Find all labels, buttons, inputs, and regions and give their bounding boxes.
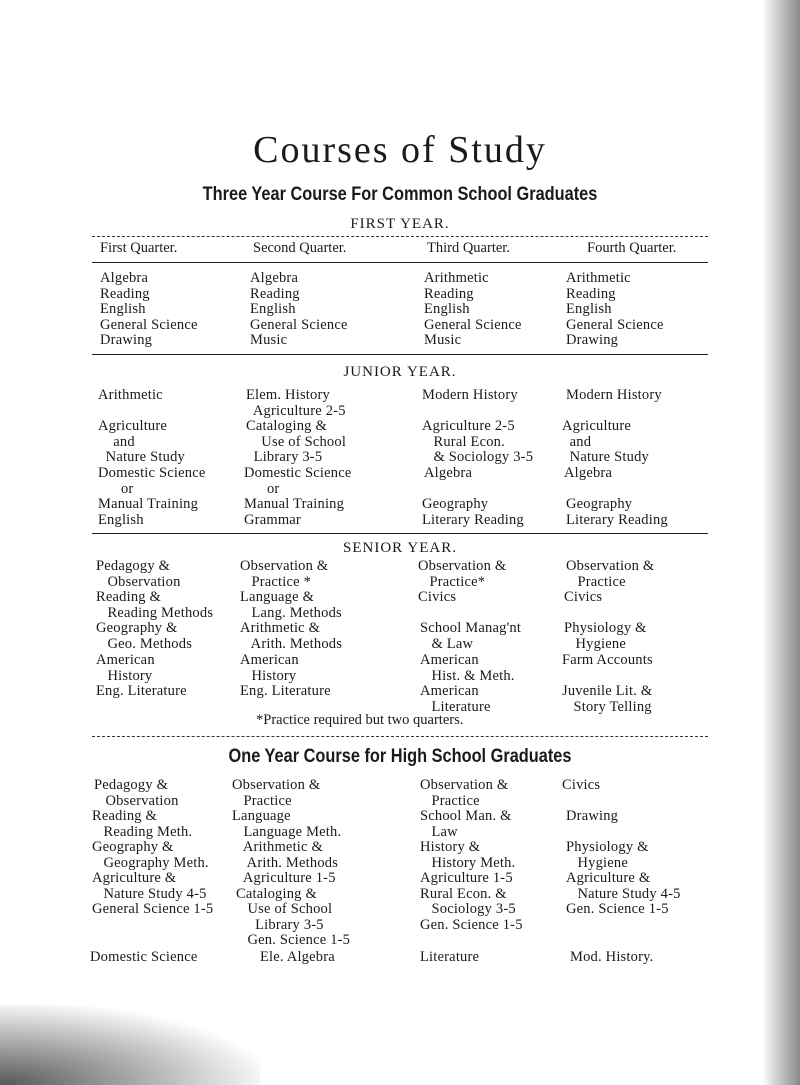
one-year-r4-q3: Agriculture 1-5 Rural Econ. & Sociology 3-5 Gen. Science 1-5 [420,870,523,933]
junior-r3-q3: Algebra [424,465,473,481]
one-year-r1-q3: Observation & Practice [420,777,509,809]
column-header-first-quarter: First Quarter. [100,240,178,256]
page-title: Courses of Study [253,129,547,171]
one-year-r1-q2: Observation & Practice [232,777,321,809]
page-corner-shadow [0,1005,260,1085]
three-year-heading: Three Year Course For Common School Graduates [202,184,598,205]
junior-r3-q2: Domestic Science or [244,465,352,497]
one-year-r1-q4: Civics [562,777,601,793]
junior-r1-q3: Modern History [422,387,518,403]
junior-r4-q2: Manual Training Grammar [244,496,345,528]
senior-r4-q1: American History [96,652,155,684]
senior-r1-q4: Observation & Practice [566,558,655,590]
divider [92,354,708,355]
junior-r4-q3: Geography Literary Reading [422,496,524,528]
junior-r2-q2: Cataloging & Use of School Library 3-5 [246,418,347,466]
senior-r5-q4: Juvenile Lit. & Story Telling [562,683,653,715]
one-year-heading: One Year Course for High School Graduates [228,746,572,767]
divider [92,533,708,534]
one-year-r3-q1: Geography & Geography Meth. [92,839,209,871]
senior-r5-q3: American Literature [420,683,491,715]
senior-r2-q2: Language & Lang. Methods [240,589,342,621]
first-year-q1-subjects: Algebra Reading English General Science Drawing [100,270,198,349]
one-year-r3-q3: History & History Meth. [420,839,516,871]
senior-r2-q3: Civics [418,589,457,605]
senior-year-label: SENIOR YEAR. [343,540,457,556]
one-year-r2-q2: Language Language Meth. [232,808,342,840]
junior-r1-q1: Arithmetic [98,387,163,403]
one-year-r4-q4: Agriculture & Nature Study 4-5 Gen. Science 1-5 [566,870,681,918]
practice-footnote: *Practice required but two quarters. [256,712,464,728]
column-header-third-quarter: Third Quarter. [427,240,510,256]
junior-r3-q4: Algebra [564,465,613,481]
first-year-q2-subjects: Algebra Reading English General Science Music [250,270,348,349]
senior-r3-q2: Arithmetic & Arith. Methods [240,620,343,652]
junior-r2-q1: Agriculture and Nature Study [98,418,185,466]
senior-r4-q4: Farm Accounts [562,652,653,668]
first-year-label: FIRST YEAR. [350,216,450,232]
junior-r2-q3: Agriculture 2-5 Rural Econ. & Sociology 3-5 [422,418,534,466]
divider [92,736,708,737]
senior-r1-q2: Observation & Practice * [240,558,329,590]
senior-r1-q3: Observation & Practice* [418,558,507,590]
one-year-r5-q3: Literature [420,949,480,965]
first-year-q3-subjects: Arithmetic Reading English General Science Music [424,270,522,349]
senior-r1-q1: Pedagogy & Observation [96,558,181,590]
one-year-r4-q2: Agriculture 1-5 Cataloging & Use of School Library 3-5 Gen. Science 1-5 [236,870,351,949]
senior-r5-q2: Eng. Literature [240,683,331,699]
one-year-r1-q1: Pedagogy & Observation [94,777,179,809]
column-header-second-quarter: Second Quarter. [253,240,347,256]
one-year-r5-q2: Ele. Algebra [260,949,335,965]
senior-r5-q1: Eng. Literature [96,683,187,699]
one-year-r5-q1: Domestic Science [90,949,198,965]
one-year-r3-q2: Arithmetic & Arith. Methods [242,839,339,871]
junior-r2-q4: Agriculture and Nature Study [562,418,649,466]
column-header-fourth-quarter: Fourth Quarter. [587,240,677,256]
one-year-r4-q1: Agriculture & Nature Study 4-5 General Science 1-5 [92,870,214,918]
senior-r3-q4: Physiology & Hygiene [564,620,647,652]
one-year-r2-q3: School Man. & Law [420,808,512,840]
divider [92,262,708,263]
senior-r3-q1: Geography & Geo. Methods [96,620,193,652]
senior-r4-q3: American Hist. & Meth. [420,652,515,684]
junior-year-label: JUNIOR YEAR. [343,364,457,380]
first-year-q4-subjects: Arithmetic Reading English General Science Drawing [566,270,664,349]
senior-r4-q2: American History [240,652,299,684]
one-year-r2-q4: Drawing [566,808,619,824]
divider [92,236,708,237]
junior-r4-q1: Manual Training English [98,496,199,528]
senior-r3-q3: School Manag'nt & Law [420,620,522,652]
senior-r2-q4: Civics [564,589,603,605]
junior-r1-q4: Modern History [566,387,662,403]
one-year-r2-q1: Reading & Reading Meth. [92,808,193,840]
one-year-r5-q4: Mod. History. [570,949,654,965]
junior-r1-q2: Elem. History Agriculture 2-5 [246,387,346,419]
junior-r3-q1: Domestic Science or [98,465,206,497]
junior-r4-q4: Geography Literary Reading [566,496,668,528]
one-year-r3-q4: Physiology & Hygiene [566,839,649,871]
senior-r2-q1: Reading & Reading Methods [96,589,214,621]
